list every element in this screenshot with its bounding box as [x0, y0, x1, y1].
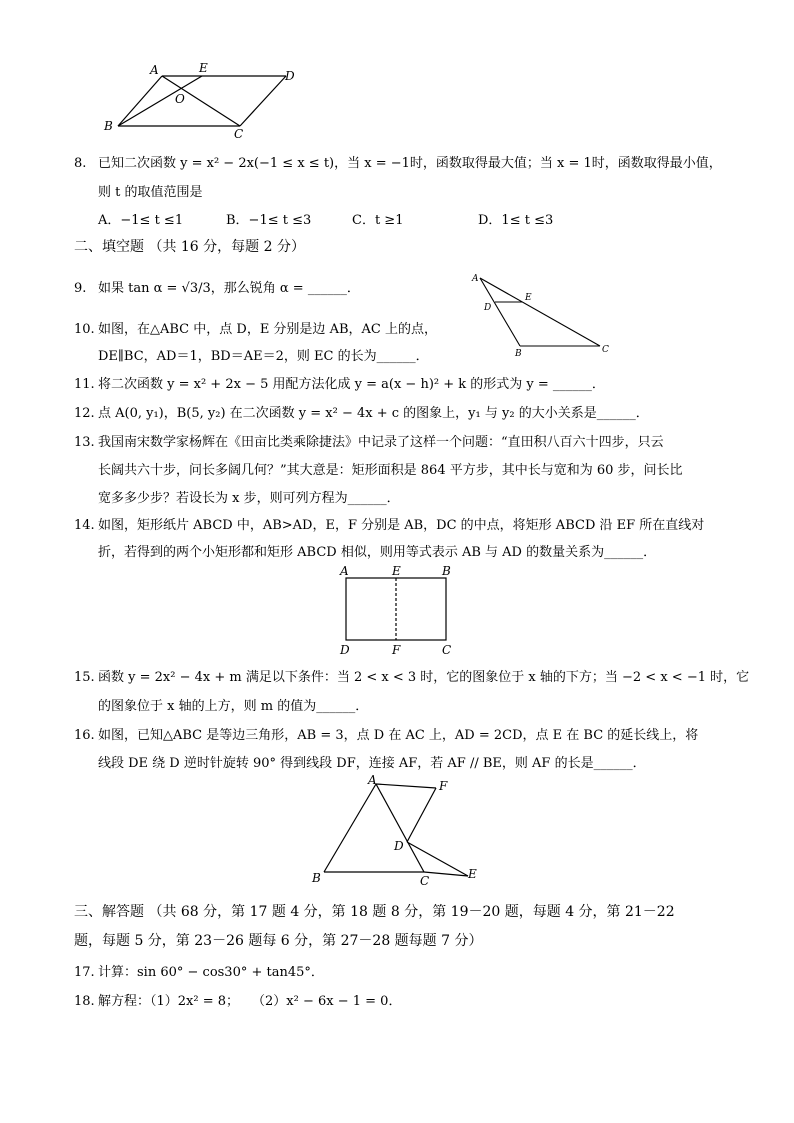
- option-d: D．1≤ t ≤3: [478, 213, 554, 228]
- figure-equilateral-triangle: [308, 772, 488, 890]
- section-heading-solutions-line2: 题，每题 5 分，第 23－26 题每 6 分，第 27－28 题每题 7 分）: [74, 933, 483, 949]
- question-12: [74, 402, 649, 421]
- label-c: C: [442, 643, 452, 657]
- label-d: D: [394, 839, 404, 853]
- label-c: C: [420, 874, 430, 888]
- section-heading-fill-in: 二、填空题 （共 16 分，每题 2 分）: [74, 239, 305, 255]
- label-b: B: [442, 564, 451, 578]
- label-c: C: [602, 345, 609, 355]
- question-15-line2: 的图象位于 x 轴的上方，则 m 的值为______．: [98, 699, 369, 714]
- label-a: A: [368, 773, 377, 787]
- question-text: 如图，矩形纸片 ABCD 中，AB>AD，E，F 分别是 AB，DC 的中点，将矩形 ABCD 沿 EF 所在直线对: [98, 518, 705, 533]
- label-b: B: [104, 119, 113, 133]
- label-o: O: [175, 92, 185, 106]
- question-text: 函数 y = 2x² − 4x + m 满足以下条件：当 2 < x < 3 时，它的图象位于 x 轴的下方；当 −2 < x < −1 时，它: [98, 670, 750, 685]
- question-number: 15.: [74, 670, 95, 685]
- option-b: B．−1≤ t ≤3: [226, 213, 312, 228]
- figure-rectangle-abcd: [334, 562, 464, 658]
- label-d: D: [285, 69, 295, 83]
- label-f: F: [439, 779, 448, 793]
- label-e: E: [392, 564, 401, 578]
- question-number: 14.: [74, 518, 95, 533]
- question-number: 10.: [74, 322, 95, 337]
- question-number: 17.: [74, 965, 95, 980]
- question-number: 16.: [74, 728, 95, 743]
- label-b: B: [515, 349, 522, 359]
- question-11: [74, 373, 605, 392]
- question-text: 我国南宋数学家杨辉在《田亩比类乘除捷法》中记录了这样一个问题：“直田积八百六十四步，只云: [98, 435, 664, 450]
- question-number: 18.: [74, 994, 95, 1009]
- option-c: C．t ≥1: [352, 213, 404, 228]
- question-text: 如果 tan α = √3/3，那么锐角 α = ______．: [98, 281, 360, 296]
- question-8-line2: 则 t 的取值范围是: [98, 185, 203, 200]
- label-e: E: [468, 867, 477, 881]
- question-number: 13.: [74, 435, 95, 450]
- label-e: E: [525, 293, 532, 303]
- question-text: 如图，已知△ABC 是等边三角形，AB = 3，点 D 在 AC 上，AD = 2CD，点 E 在 BC 的延长线上，将: [98, 728, 699, 743]
- question-17: [74, 961, 324, 980]
- label-d: D: [484, 303, 492, 313]
- question-13-line3: 宽多多少步？若设长为 x 步，则可列方程为______．: [98, 491, 400, 506]
- question-14-line2: 折，若得到的两个小矩形都和矩形 ABCD 相似，则用等式表示 AB 与 AD 的数量关系为______．: [98, 545, 657, 560]
- question-18: [74, 990, 401, 1009]
- label-f: F: [392, 643, 401, 657]
- question-13: [74, 431, 664, 450]
- question-text: 将二次函数 y = x² + 2x − 5 用配方法化成 y = a(x − h)² + k 的形式为 y = ______．: [98, 377, 605, 392]
- label-a: A: [472, 274, 479, 284]
- question-text: 如图，在△ABC 中，点 D，E 分别是边 AB，AC 上的点，: [98, 322, 437, 337]
- label-d: D: [340, 643, 350, 657]
- question-13-line2: 长阔共六十步，问长多阔几何？”其大意是：矩形面积是 864 平方步，其中长与宽和为 60 步，问长比: [98, 463, 683, 478]
- question-16-line2: 线段 DE 绕 D 逆时针旋转 90° 得到线段 DF，连接 AF，若 AF // BE，则 AF 的长是______．: [98, 756, 646, 771]
- label-a: A: [150, 63, 159, 77]
- question-text: 解方程：（1）2x² = 8； （2）x² − 6x − 1 = 0．: [98, 994, 402, 1009]
- question-number: 12.: [74, 406, 95, 421]
- question-number: 8.: [74, 156, 87, 171]
- section-heading-solutions: 三、解答题 （共 68 分，第 17 题 4 分，第 18 题 8 分，第 19－20 题，每题 4 分，第 21－22: [74, 904, 675, 920]
- label-b: B: [312, 871, 321, 885]
- question-text: 点 A(0, y₁)，B(5, y₂) 在二次函数 y = x² − 4x + c 的图象上，y₁ 与 y₂ 的大小关系是______．: [98, 406, 649, 421]
- question-14: [74, 514, 704, 533]
- question-10-line2: DE∥BC，AD＝1，BD＝AE＝2，则 EC 的长为______．: [98, 349, 429, 364]
- question-16: [74, 724, 698, 743]
- question-text: 已知二次函数 y = x² − 2x(−1 ≤ x ≤ t)，当 x = −1时，函数取得最大值；当 x = 1时，函数取得最小值，: [98, 156, 722, 171]
- question-text: 计算：sin 60° − cos30° + tan45°．: [98, 965, 324, 980]
- question-8: [74, 152, 722, 171]
- question-number: 9.: [74, 281, 87, 296]
- figure-parallelogram: [96, 58, 306, 140]
- option-a: A．−1≤ t ≤1: [98, 213, 184, 228]
- question-number: 11.: [74, 377, 95, 392]
- question-10: [74, 318, 437, 337]
- figure-triangle-abc: [468, 270, 618, 360]
- label-c: C: [234, 127, 244, 140]
- label-a: A: [340, 564, 349, 578]
- question-15: [74, 666, 749, 685]
- label-e: E: [199, 61, 208, 75]
- question-9: [74, 277, 360, 296]
